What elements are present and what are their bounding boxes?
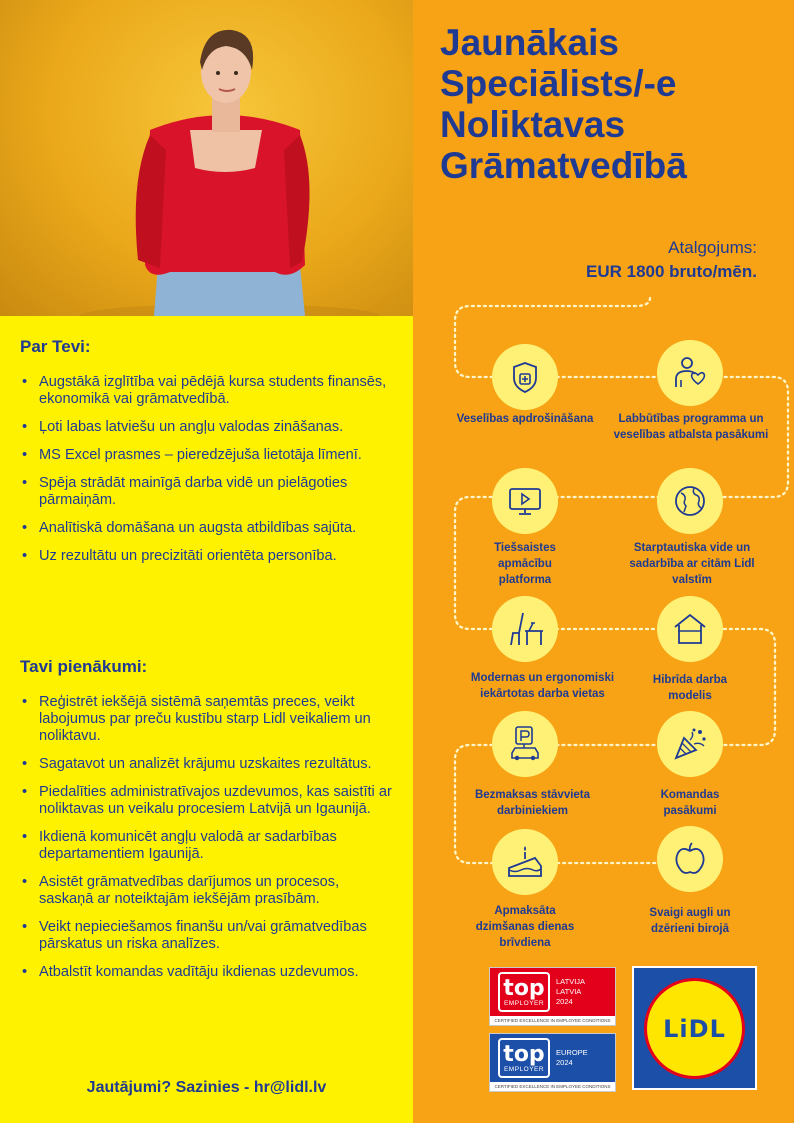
party-popper-icon — [670, 724, 710, 764]
top-employer-logo: top EMPLOYER — [498, 1038, 550, 1078]
person-illustration — [0, 0, 413, 316]
portrait-photo — [0, 0, 413, 316]
birthday-cake-icon — [505, 842, 545, 882]
benefit-label: Labbūtības programma un veselības atbalsta pasākumi — [613, 413, 769, 441]
salary-label: Atalgojums: — [668, 238, 757, 257]
top-employer-logo: top EMPLOYER — [498, 972, 550, 1012]
contact-line[interactable]: Jautājumi? Sazinies - hr@lidl.lv — [86, 1079, 327, 1096]
duty-item: • Ikdienā komunicēt angļu valodā ar sadarbības departamentiem Igaunijā. — [22, 829, 392, 863]
salary-value: EUR 1800 bruto/mēn. — [586, 262, 757, 281]
benefit-circle-parking — [492, 711, 558, 777]
duty-item: • Veikt nepieciešamos finanšu un/vai grāmatvedības pārskatus un riska analīzes. — [22, 919, 392, 953]
benefit-label: Modernas un ergonomiski iekārtotas darba vietas — [470, 672, 615, 700]
duty-item: • Sagatavot un analizēt krājumu uzskaites rezultātus. — [22, 756, 392, 773]
duties-list — [22, 694, 392, 992]
about-heading: Par Tevi: — [20, 337, 91, 356]
duty-item: • Atbalstīt komandas vadītāju ikdienas uzdevumos. — [22, 964, 392, 981]
top-employer-latvia-badge: top EMPLOYER LATVIJA LATVIA 2024 CERTIFIED EXCELLENCE IN EMPLOYEE CONDITIONS — [489, 967, 616, 1026]
benefits-path — [413, 0, 794, 1000]
about-list — [22, 374, 392, 576]
benefit-label: Apmaksāta dzimšanas dienas brīvdiena — [475, 905, 575, 949]
benefit-circle-fruit — [657, 826, 723, 892]
duty-item: • Piedalīties administratīvajos uzdevumos, kas saistīti ar noliktavas un veikalu procesiem Latvijā un Igaunijā. — [22, 784, 392, 818]
duty-item: • Asistēt grāmatvedības darījumos un procesos, saskaņā ar noteiktajām iekšējām prasībām. — [22, 874, 392, 908]
lidl-wordmark: LiDL — [663, 1014, 726, 1043]
about-item: • Spēja strādāt mainīgā darba vidē un pielāgoties pārmaiņām. — [22, 475, 392, 509]
benefit-label: Tiešsaistes apmācību platforma — [494, 542, 556, 586]
lidl-logo — [632, 966, 757, 1090]
top-employer-europe-badge: top EMPLOYER EUROPE 2024 CERTIFIED EXCELLENCE IN EMPLOYEE CONDITIONS — [489, 1033, 616, 1092]
benefit-label: Starptautiska vide un sadarbība ar citām Lidl valstīm — [629, 542, 755, 586]
globe-icon — [670, 481, 710, 521]
about-item: • Uz rezultātu un precizitāti orientēta personība. — [22, 548, 392, 565]
desk-chair-icon — [505, 609, 545, 649]
benefit-label: Svaigi augli un dzērieni birojā — [649, 907, 731, 935]
about-item: • Ļoti labas latviešu un angļu valodas zināšanas. — [22, 419, 392, 436]
parking-car-icon — [505, 724, 545, 764]
benefit-circle-hybrid — [657, 596, 723, 662]
benefit-circle-team-events — [657, 711, 723, 777]
benefit-label: Bezmaksas stāvvieta darbiniekiem — [474, 789, 591, 817]
benefit-circle-health — [492, 344, 558, 410]
benefit-circle-wellbeing — [657, 340, 723, 406]
duties-heading: Tavi pienākumi: — [20, 657, 148, 676]
apple-icon — [670, 839, 710, 879]
benefit-label: Hibrīda darba modelis — [652, 674, 728, 702]
benefit-label: Komandas pasākumi — [660, 789, 720, 817]
benefit-circle-training — [492, 468, 558, 534]
about-item: • Analītiskā domāšana un augsta atbildības sajūta. — [22, 520, 392, 537]
duty-item: • Reģistrēt iekšējā sistēmā saņemtās preces, veikt labojumus par preču kustību starp Lidl veikaliem un noliktavu. — [22, 694, 392, 745]
monitor-play-icon — [505, 481, 545, 521]
house-icon — [670, 609, 710, 649]
about-item: • Augstākā izglītība vai pēdējā kursa students finansēs, ekonomikā vai grāmatvedībā. — [22, 374, 392, 408]
person-heart-icon — [670, 353, 710, 393]
benefit-label: Veselības apdrošināšana — [456, 413, 594, 425]
benefit-circle-birthday — [492, 829, 558, 895]
benefit-circle-workplace — [492, 596, 558, 662]
benefit-circle-international — [657, 468, 723, 534]
job-title: Jaunākais Speciālists/-e Noliktavas Grāmatvedībā — [440, 22, 687, 186]
shield-plus-icon — [505, 357, 545, 397]
about-item: • MS Excel prasmes – pieredzējuša lietotāja līmenī. — [22, 447, 392, 464]
